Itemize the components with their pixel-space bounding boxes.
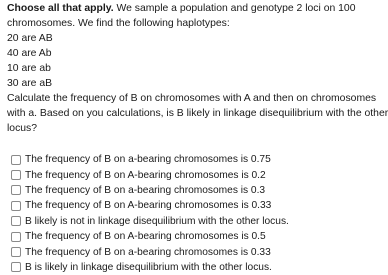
haplotype-item: 30 are aB	[7, 78, 53, 89]
answer-option[interactable]	[7, 260, 347, 275]
checkbox[interactable]	[11, 185, 21, 195]
intro-text-continued: chromosomes. We find the following haplotypes:	[7, 18, 230, 29]
checkbox[interactable]	[11, 170, 21, 180]
answer-option[interactable]	[7, 183, 347, 198]
answer-option[interactable]	[7, 229, 347, 244]
checkbox[interactable]	[11, 201, 21, 211]
answer-option[interactable]	[7, 244, 347, 259]
answer-options-list	[7, 152, 347, 275]
prompt-line: Calculate the frequency of B on chromosomes with A and then on chromosomes	[7, 93, 377, 104]
prompt-line: locus?	[7, 123, 38, 134]
answer-option-label: The frequency of B on a-bearing chromosomes is 0.75	[25, 154, 271, 166]
checkbox[interactable]	[11, 247, 21, 257]
answer-option[interactable]	[7, 198, 347, 213]
question-text	[7, 1, 388, 136]
instruction-label: Choose all that apply.	[7, 3, 114, 14]
answer-option-label: The frequency of B on A-bearing chromosomes is 0.2	[25, 169, 266, 181]
haplotype-item: 40 are Ab	[7, 48, 52, 59]
haplotype-item: 20 are AB	[7, 33, 53, 44]
answer-option[interactable]	[7, 152, 347, 167]
question-intro-line	[7, 1, 356, 16]
intro-text: We sample a population and genotype 2 loci on 100	[113, 3, 356, 14]
answer-option-label: B is likely in linkage disequilibrium with the other locus.	[25, 261, 272, 273]
checkbox[interactable]	[11, 262, 21, 272]
answer-option[interactable]	[7, 214, 347, 229]
checkbox[interactable]	[11, 232, 21, 242]
answer-option-label: The frequency of B on A-bearing chromosomes is 0.33	[25, 200, 272, 212]
prompt-line: with a. Based on you calculations, is B likely in linkage disequilibrium with the other	[7, 108, 388, 119]
answer-option[interactable]	[7, 167, 347, 182]
checkbox[interactable]	[11, 216, 21, 226]
answer-option-label: The frequency of B on a-bearing chromosomes is 0.3	[25, 184, 266, 196]
answer-option-label: B likely is not in linkage disequilibrium with the other locus.	[25, 215, 289, 227]
answer-option-label: The frequency of B on A-bearing chromosomes is 0.5	[25, 231, 266, 243]
haplotype-item: 10 are ab	[7, 63, 51, 74]
answer-option-label: The frequency of B on a-bearing chromosomes is 0.33	[25, 246, 271, 258]
checkbox[interactable]	[11, 155, 21, 165]
